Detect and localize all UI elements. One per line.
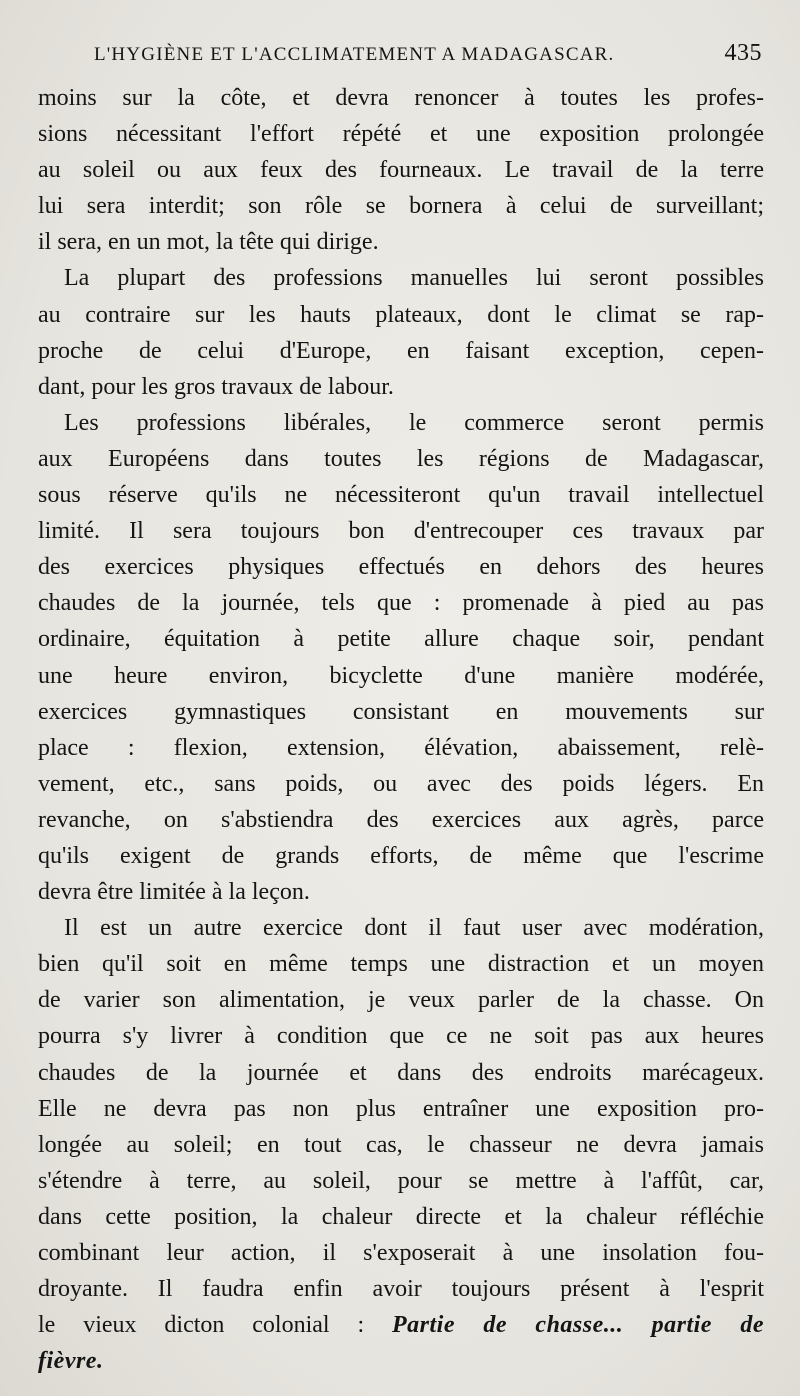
text-line: limité. Il sera toujours bon d'entrecouper ces travaux par: [38, 518, 764, 545]
text-line: aux Européens dans toutes les régions de Madagascar,: [38, 445, 764, 472]
running-head: [94, 40, 762, 80]
proverb-emphasis: Partie de chasse... partie de: [392, 1312, 764, 1339]
page-number: 435: [724, 40, 762, 66]
text-line: La plupart des professions manuelles lui seront possibles: [64, 265, 764, 292]
text-line: chaudes de la journée, tels que : promenade à pied au pas: [38, 590, 764, 617]
text-line: sions nécessitant l'effort répété et une exposition prolongée: [38, 121, 764, 148]
text-line: une heure environ, bicyclette d'une manière modérée,: [38, 662, 764, 689]
quote-lead-in: le vieux dicton colonial :: [38, 1312, 393, 1339]
text-line: s'étendre à terre, au soleil, pour se mettre à l'affût, car,: [38, 1167, 764, 1194]
text-line: de varier son alimentation, je veux parler de la chasse. On: [38, 987, 764, 1014]
text-line: qu'ils exigent de grands efforts, de même que l'escrime: [38, 842, 764, 869]
text-line: pourra s'y livrer à condition que ce ne soit pas aux heures: [38, 1023, 764, 1050]
text-line: bien qu'il soit en même temps une distraction et un moyen: [38, 951, 764, 978]
text-line: Les professions libérales, le commerce seront permis: [64, 409, 764, 436]
text-line: dant, pour les gros travaux de labour.: [38, 373, 394, 400]
text-line: au contraire sur les hauts plateaux, dont le climat se rap-: [38, 301, 764, 328]
paragraph-1: [38, 80, 764, 260]
text-line: ordinaire, équitation à petite allure chaque soir, pendant: [38, 626, 764, 653]
text-line: place : flexion, extension, élévation, abaissement, relè-: [38, 734, 764, 761]
text-line: lui sera interdit; son rôle se bornera à celui de surveillant;: [38, 193, 764, 220]
text-line: devra être limitée à la leçon.: [38, 879, 310, 906]
text-line: moins sur la côte, et devra renoncer à toutes les profes-: [38, 85, 764, 111]
text-line: des exercices physiques effectués en dehors des heures: [38, 554, 764, 581]
text-line: Elle ne devra pas non plus entraîner une exposition pro-: [38, 1095, 764, 1122]
text-line: exercices gymnastiques consistant en mouvements sur: [38, 698, 764, 725]
text-line: combinant leur action, il s'exposerait à une insolation fou-: [38, 1240, 764, 1266]
text-line: droyante. Il faudra enfin avoir toujours présent à l'esprit: [38, 1276, 764, 1303]
text-line: revanche, on s'abstiendra des exercices aux agrès, parce: [38, 806, 764, 833]
text-line: [38, 1343, 764, 1379]
paragraph-3: [38, 405, 764, 910]
text-line: dans cette position, la chaleur directe et la chaleur réfléchie: [38, 1203, 764, 1230]
paragraph-2: [38, 260, 764, 404]
text-line: vement, etc., sans poids, ou avec des poids légers. En: [38, 770, 764, 797]
body-text: [38, 80, 764, 1379]
paragraph-4: [38, 910, 764, 1379]
text-line: Il est un autre exercice dont il faut user avec modération,: [64, 915, 764, 942]
text-line: chaudes de la journée et dans des endroits marécageux.: [38, 1059, 764, 1086]
text-line: sous réserve qu'ils ne nécessiteront qu'un travail intellectuel: [38, 482, 764, 509]
text-line: longée au soleil; en tout cas, le chasseur ne devra jamais: [38, 1131, 764, 1158]
text-line: il sera, en un mot, la tête qui dirige.: [38, 229, 379, 256]
text-line-with-quote: [38, 1307, 764, 1343]
text-line: proche de celui d'Europe, en faisant exception, cepen-: [38, 337, 764, 364]
running-title: L'HYGIÈNE ET L'ACCLIMATEMENT A MADAGASCAR.: [94, 44, 615, 65]
text-line: au soleil ou aux feux des fourneaux. Le travail de la terre: [38, 157, 764, 184]
proverb-emphasis-end: fièvre.: [38, 1348, 104, 1375]
